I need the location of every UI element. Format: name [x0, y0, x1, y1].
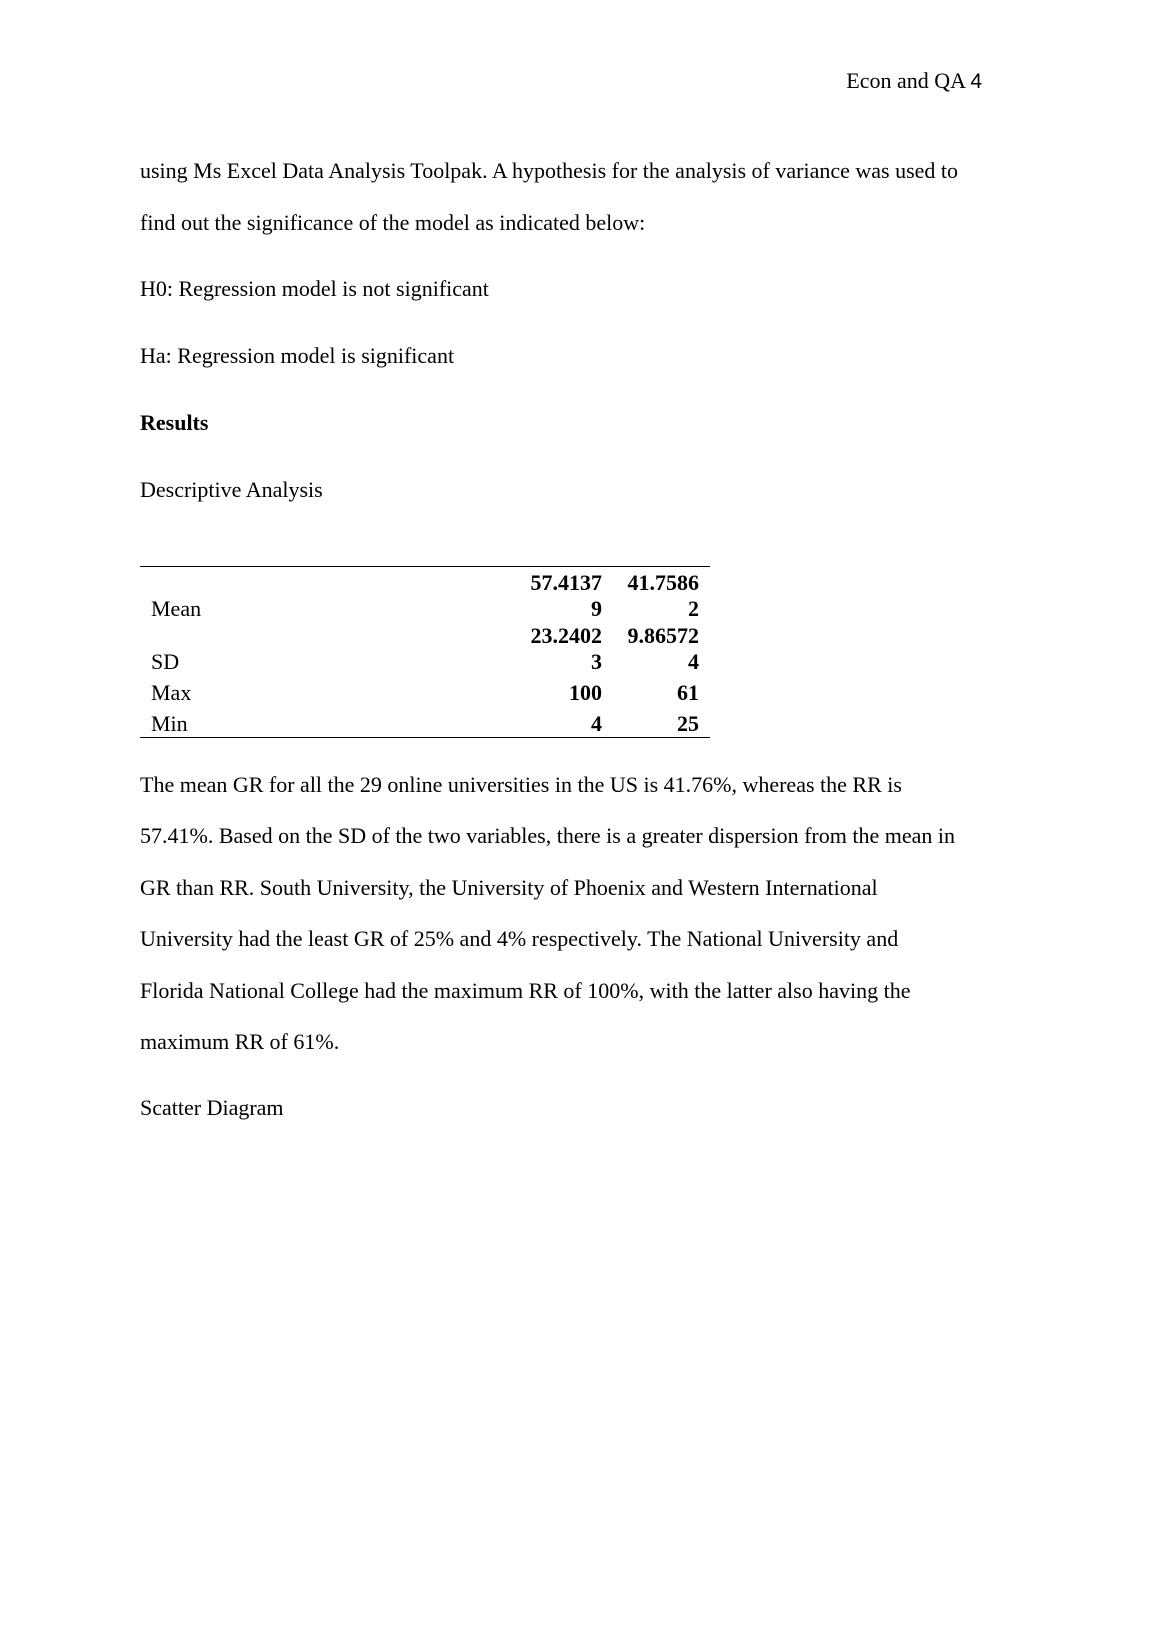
mean-col1-cell — [506, 567, 613, 623]
mean-col1-top: 57.4137 — [530, 570, 602, 595]
max-col2-cell: 61 — [677, 680, 699, 705]
sd-col1-top: 23.2402 — [530, 623, 602, 648]
descriptive-statistics-table — [140, 566, 710, 738]
row-label: Min — [151, 711, 188, 736]
page-number: 4 — [970, 70, 982, 93]
mean-col1-bottom: 9 — [591, 596, 602, 621]
min-col2-cell: 25 — [677, 711, 699, 736]
sd-col1-cell — [506, 622, 613, 675]
descriptive-analysis-heading: Descriptive Analysis — [140, 477, 323, 502]
discussion-line-3: GR than RR. South University, the University of Phoenix and Western International — [140, 875, 878, 900]
running-title: Econ and QA — [846, 68, 965, 93]
discussion-line-1: The mean GR for all the 29 online universities in the US is 41.76%, whereas the RR is — [140, 772, 902, 797]
row-label: Max — [151, 680, 192, 705]
discussion-line-4: University had the least GR of 25% and 4% respectively. The National University and — [140, 926, 899, 951]
table-row-sd — [140, 622, 710, 675]
table-row-max — [140, 675, 710, 706]
discussion-line-6: maximum RR of 61%. — [140, 1029, 340, 1054]
sd-col1-bottom: 3 — [591, 649, 602, 674]
intro-line-2: find out the significance of the model as indicated below: — [140, 210, 646, 235]
hypothesis-null: H0: Regression model is not significant — [140, 276, 489, 301]
mean-col2-cell — [613, 567, 710, 623]
row-label: Mean — [151, 596, 202, 621]
max-col1-cell: 100 — [569, 680, 602, 705]
sd-col2-bottom: 4 — [688, 649, 699, 674]
mean-col2-top: 41.7586 — [627, 570, 699, 595]
intro-line-1: using Ms Excel Data Analysis Toolpak. A hypothesis for the analysis of variance was used to — [140, 158, 959, 183]
discussion-line-2: 57.41%. Based on the SD of the two variables, there is a greater dispersion from the mean in — [140, 823, 955, 848]
hypothesis-alternative: Ha: Regression model is significant — [140, 343, 455, 368]
results-heading: Results — [140, 410, 209, 435]
mean-col2-bottom: 2 — [688, 596, 699, 621]
min-col1-cell: 4 — [591, 711, 602, 736]
table-row-min — [140, 706, 710, 738]
running-header — [846, 68, 982, 94]
sd-col2-top: 9.86572 — [627, 623, 699, 648]
discussion-line-5: Florida National College had the maximum RR of 100%, with the latter also having the — [140, 978, 911, 1003]
row-label: SD — [151, 649, 180, 674]
sd-col2-cell — [613, 622, 710, 675]
table-row-mean — [140, 567, 710, 623]
scatter-diagram-heading: Scatter Diagram — [140, 1095, 284, 1120]
